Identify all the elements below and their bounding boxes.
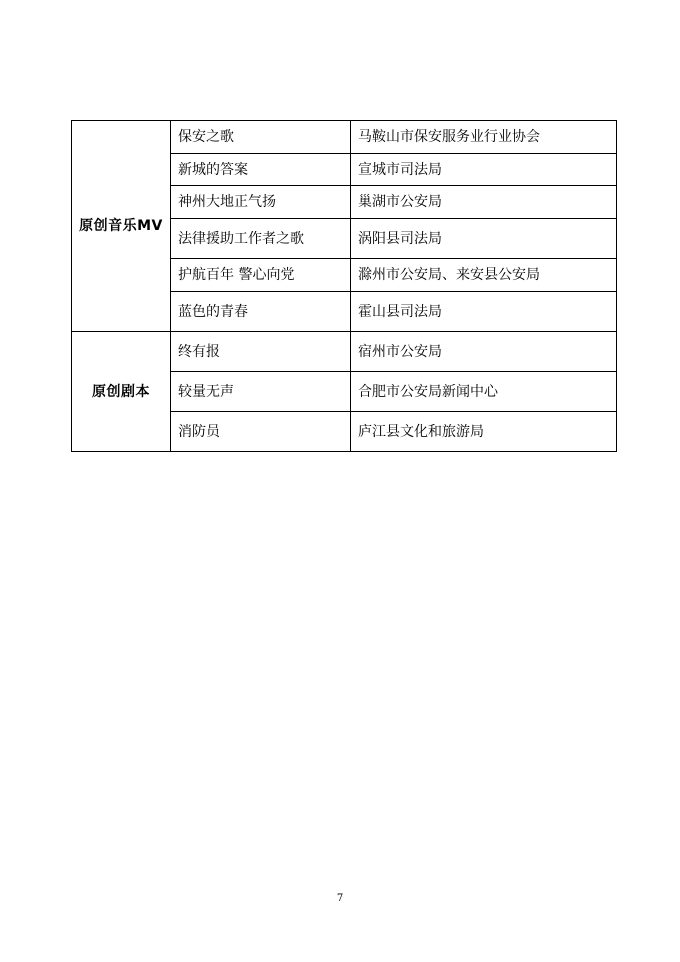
work-title-cell: 保安之歌 [171, 121, 351, 154]
category-cell: 原创音乐MV [72, 121, 171, 332]
unit-cell: 滁州市公安局、来安县公安局 [351, 259, 617, 292]
unit-cell: 霍山县司法局 [351, 292, 617, 332]
work-title-cell: 消防员 [171, 412, 351, 452]
work-title-cell: 较量无声 [171, 372, 351, 412]
work-title-cell: 法律援助工作者之歌 [171, 219, 351, 259]
work-title-cell: 终有报 [171, 332, 351, 372]
unit-cell: 马鞍山市保安服务业行业协会 [351, 121, 617, 154]
unit-cell: 宿州市公安局 [351, 332, 617, 372]
unit-cell: 庐江县文化和旅游局 [351, 412, 617, 452]
work-title-cell: 护航百年 警心向党 [171, 259, 351, 292]
award-table [71, 120, 617, 452]
page-number: 7 [336, 893, 344, 904]
category-cell: 原创剧本 [72, 332, 171, 452]
work-title-cell: 神州大地正气扬 [171, 186, 351, 219]
work-title-cell: 蓝色的青春 [171, 292, 351, 332]
unit-cell: 涡阳县司法局 [351, 219, 617, 259]
unit-cell: 巢湖市公安局 [351, 186, 617, 219]
work-title-cell: 新城的答案 [171, 154, 351, 186]
unit-cell: 合肥市公安局新闻中心 [351, 372, 617, 412]
table-row [72, 332, 617, 372]
unit-cell: 宣城市司法局 [351, 154, 617, 186]
table-row [72, 121, 617, 154]
